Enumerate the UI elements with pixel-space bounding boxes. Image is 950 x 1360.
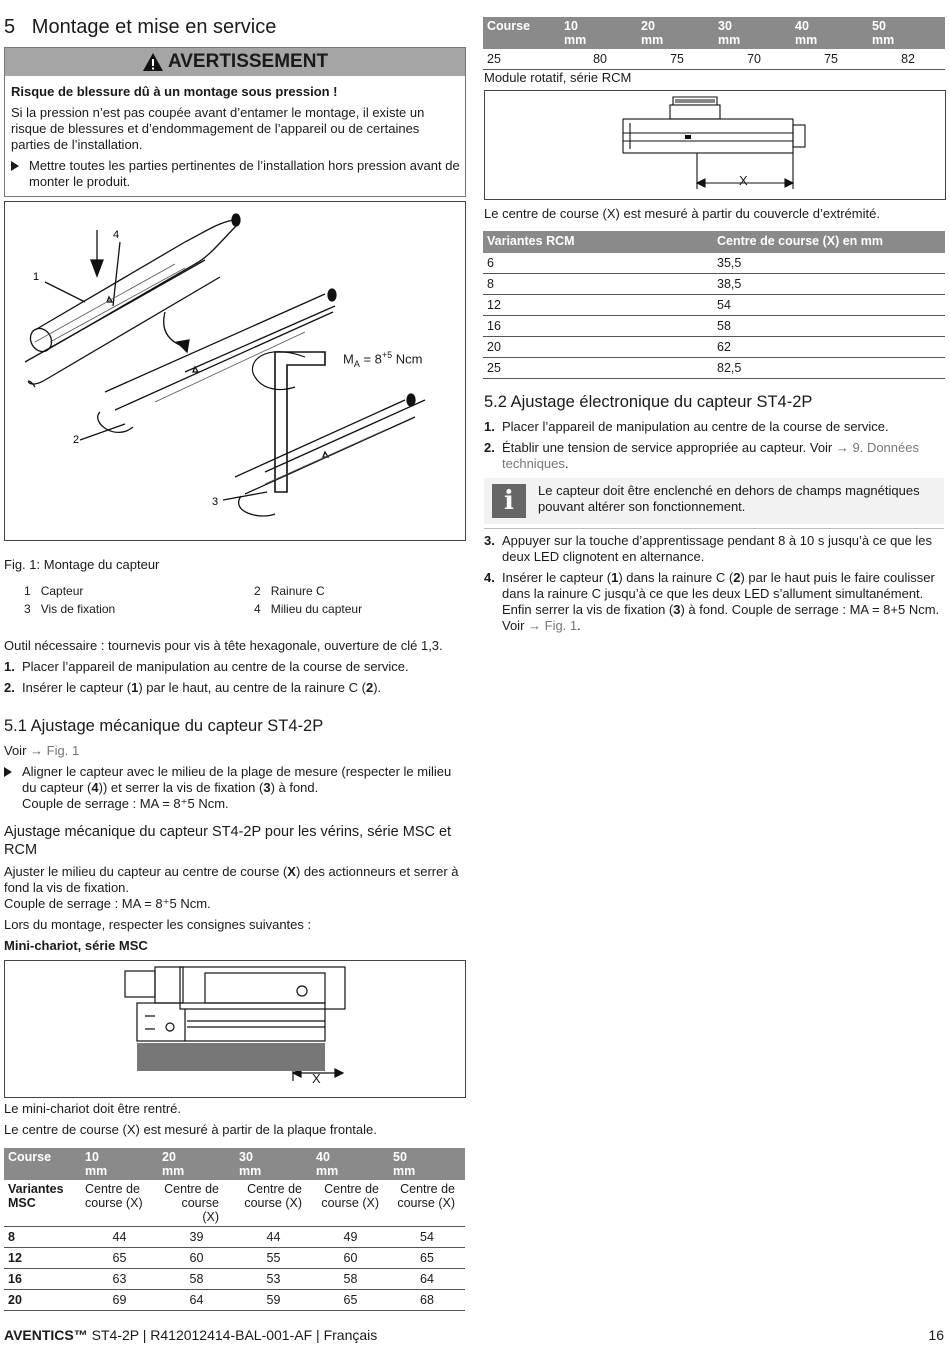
- divider: [484, 528, 944, 529]
- fig-label-1: 1: [33, 271, 40, 283]
- rcm-variants-table: Variantes RCM Centre de course (X) en mm 6 35,5 8 38,5 12 54 16 58 20 62 25 82,5: [483, 231, 945, 379]
- table-row: 16 58: [483, 316, 945, 337]
- tech-data-link[interactable]: 9. Données techniques: [502, 440, 919, 471]
- figure-caption: Fig. 1: Montage du capteur: [4, 557, 160, 572]
- msc-figure: [4, 960, 466, 1098]
- table-row: 20 62: [483, 337, 945, 358]
- table-row: 12 65 60 55 60 65: [4, 1248, 465, 1269]
- mini-slide-diagram: [5, 961, 465, 1097]
- table-row: 12 54: [483, 295, 945, 316]
- s51-bullet: Aligner le capteur avec le milieu de la plage de mesure (respecter le milieu du capteur (4)) et serrer la vis de fixation (3) à fond. Couple de serrage : MA = 8⁺5 Ncm.: [4, 764, 464, 812]
- rotary-module-diagram: [485, 91, 945, 199]
- figure-1: [4, 201, 466, 541]
- s52-step-2: 2. Établir une tension de service appropriée au capteur. Voir → 9. Données techniques.: [484, 440, 919, 471]
- rcm-note: Le centre de course (X) est mesuré à partir du couvercle d’extrémité.: [484, 206, 880, 221]
- table-row: Variantes MSC Centre de course (X) Centre de course (X) Centre de course (X) Centre de course (X) Centre de course (X): [4, 1180, 465, 1227]
- rcm-course-table: Course 10 mm 20 mm 30 mm 40 mm 50 mm 25 80 75 70 75 82: [483, 17, 945, 70]
- section-5-1-heading: 5.1 Ajustage mécanique du capteur ST4-2P: [4, 717, 324, 735]
- warning-box: [4, 47, 466, 197]
- rcm-figure: [484, 90, 946, 200]
- info-icon: i: [492, 484, 526, 518]
- s52-step-3: 3. Appuyer sur la touche d’apprentissage pendant 8 à 10 s jusqu’à ce que les deux LED clignotent en alternance.: [484, 533, 933, 564]
- rcm-x-label: X: [739, 173, 748, 188]
- table-row: 16 63 58 53 58 64: [4, 1269, 465, 1290]
- legend-item: 3 Vis de fixation: [24, 602, 116, 616]
- torque-label: $M_A = 8^{+5}$ Ncm: [343, 350, 423, 369]
- table-row: 6 35,5: [483, 253, 945, 274]
- see-figure: Voir → Fig. 1: [4, 743, 80, 758]
- warning-title: AVERTISSEMENT: [167, 51, 329, 72]
- msc-label: Mini-chariot, série MSC: [4, 938, 148, 953]
- msc-note-1: Le mini-chariot doit être rentré.: [4, 1101, 182, 1116]
- s52-step-1: 1. Placer l’appareil de manipulation au centre de la course de service.: [484, 419, 889, 434]
- section-5-2-heading: 5.2 Ajustage électronique du capteur ST4-2P: [484, 393, 813, 411]
- fig-1-link[interactable]: Fig. 1: [46, 743, 80, 758]
- legend-item: 2 Rainure C: [254, 584, 325, 598]
- warning-triangle-icon: [142, 52, 164, 72]
- table-row: 20 69 64 59 65 68: [4, 1290, 465, 1311]
- sensor-mounting-diagram: [5, 202, 465, 540]
- bullet-triangle-icon: [11, 161, 19, 171]
- fig-label-3: 3: [212, 496, 219, 508]
- step-2: 2. Insérer le capteur (1) par le haut, au centre de la rainure C (2).: [4, 680, 382, 695]
- warning-action: Mettre toutes les parties pertinentes de l’installation hors pression avant de monter le produit.: [11, 158, 463, 190]
- step-1: 1. Placer l’appareil de manipulation au centre de la course de service.: [4, 659, 409, 674]
- tool-text: Outil nécessaire : tournevis pour vis à tête hexagonale, ouverture de clé 1,3.: [4, 638, 443, 653]
- msc-table: Course 10 mm 20 mm 30 mm 40 mm 50 mm Variantes MSC Centre de course (X) Centre de course (X) Centre de course (X) Centre de course (X) Centre de course (X) 8 44 39 44 49 54 12 65 60 55 60 65 16 63 58 53 58 64 20 69 64 59 65 68: [4, 1148, 465, 1311]
- bullet-triangle-icon: [4, 767, 12, 777]
- msc-x-label: X: [312, 1071, 321, 1086]
- fig-1-link[interactable]: Fig. 1: [541, 618, 578, 633]
- footer-doc-info: AVENTICS™ ST4-2P | R412012414-BAL-001-AF | Français: [4, 1327, 378, 1343]
- s52-step-4: 4. Insérer le capteur (1) dans la rainure C (2) par le haut puis le faire coulisser dans la rainure C jusqu’à ce que les deux LED s’allument simultanément. Enfin serrer la vis de fixation (3) à fond. Couple de serrage : MA = 8+5 Ncm. Voir → Fig. 1.: [484, 570, 940, 633]
- msc-rcm-para1: Ajuster le milieu du capteur au centre de course (X) des actionneurs et serrer à fond la vis de fixation. Couple de serrage : MA = 8⁺5 Ncm.: [4, 864, 459, 911]
- rcm-label: Module rotatif, série RCM: [484, 70, 632, 85]
- msc-rcm-heading: Ajustage mécanique du capteur ST4-2P pour les vérins, série MSC et RCM: [4, 824, 452, 858]
- warning-body: Si la pression n’est pas coupée avant d’entamer le montage, il existe un risque de blessures et d’endommagement de l’appareil ou de certaines parties de l’installation.: [11, 105, 425, 152]
- section-heading: 5 Montage et mise en service: [4, 16, 277, 38]
- fig-label-4: 4: [113, 229, 120, 241]
- page-number: 16: [928, 1327, 944, 1343]
- fig-label-2: 2: [73, 434, 80, 446]
- table-row: 25 82,5: [483, 358, 945, 379]
- table-row: 25 80 75 70 75 82: [483, 49, 945, 70]
- info-text: Le capteur doit être enclenché en dehors de champs magnétiques pouvant altérer son fonctionnement.: [538, 483, 920, 514]
- msc-note-2: Le centre de course (X) est mesuré à partir de la plaque frontale.: [4, 1122, 377, 1137]
- msc-rcm-para2: Lors du montage, respecter les consignes suivantes :: [4, 917, 312, 932]
- warning-header: [5, 48, 465, 76]
- info-box: [484, 478, 944, 524]
- warning-subtitle: Risque de blessure dû à un montage sous pression !: [11, 84, 338, 99]
- legend-item: 1 Capteur: [24, 584, 84, 598]
- table-row: 8 38,5: [483, 274, 945, 295]
- legend-item: 4 Milieu du capteur: [254, 602, 363, 616]
- table-row: 8 44 39 44 49 54: [4, 1227, 465, 1248]
